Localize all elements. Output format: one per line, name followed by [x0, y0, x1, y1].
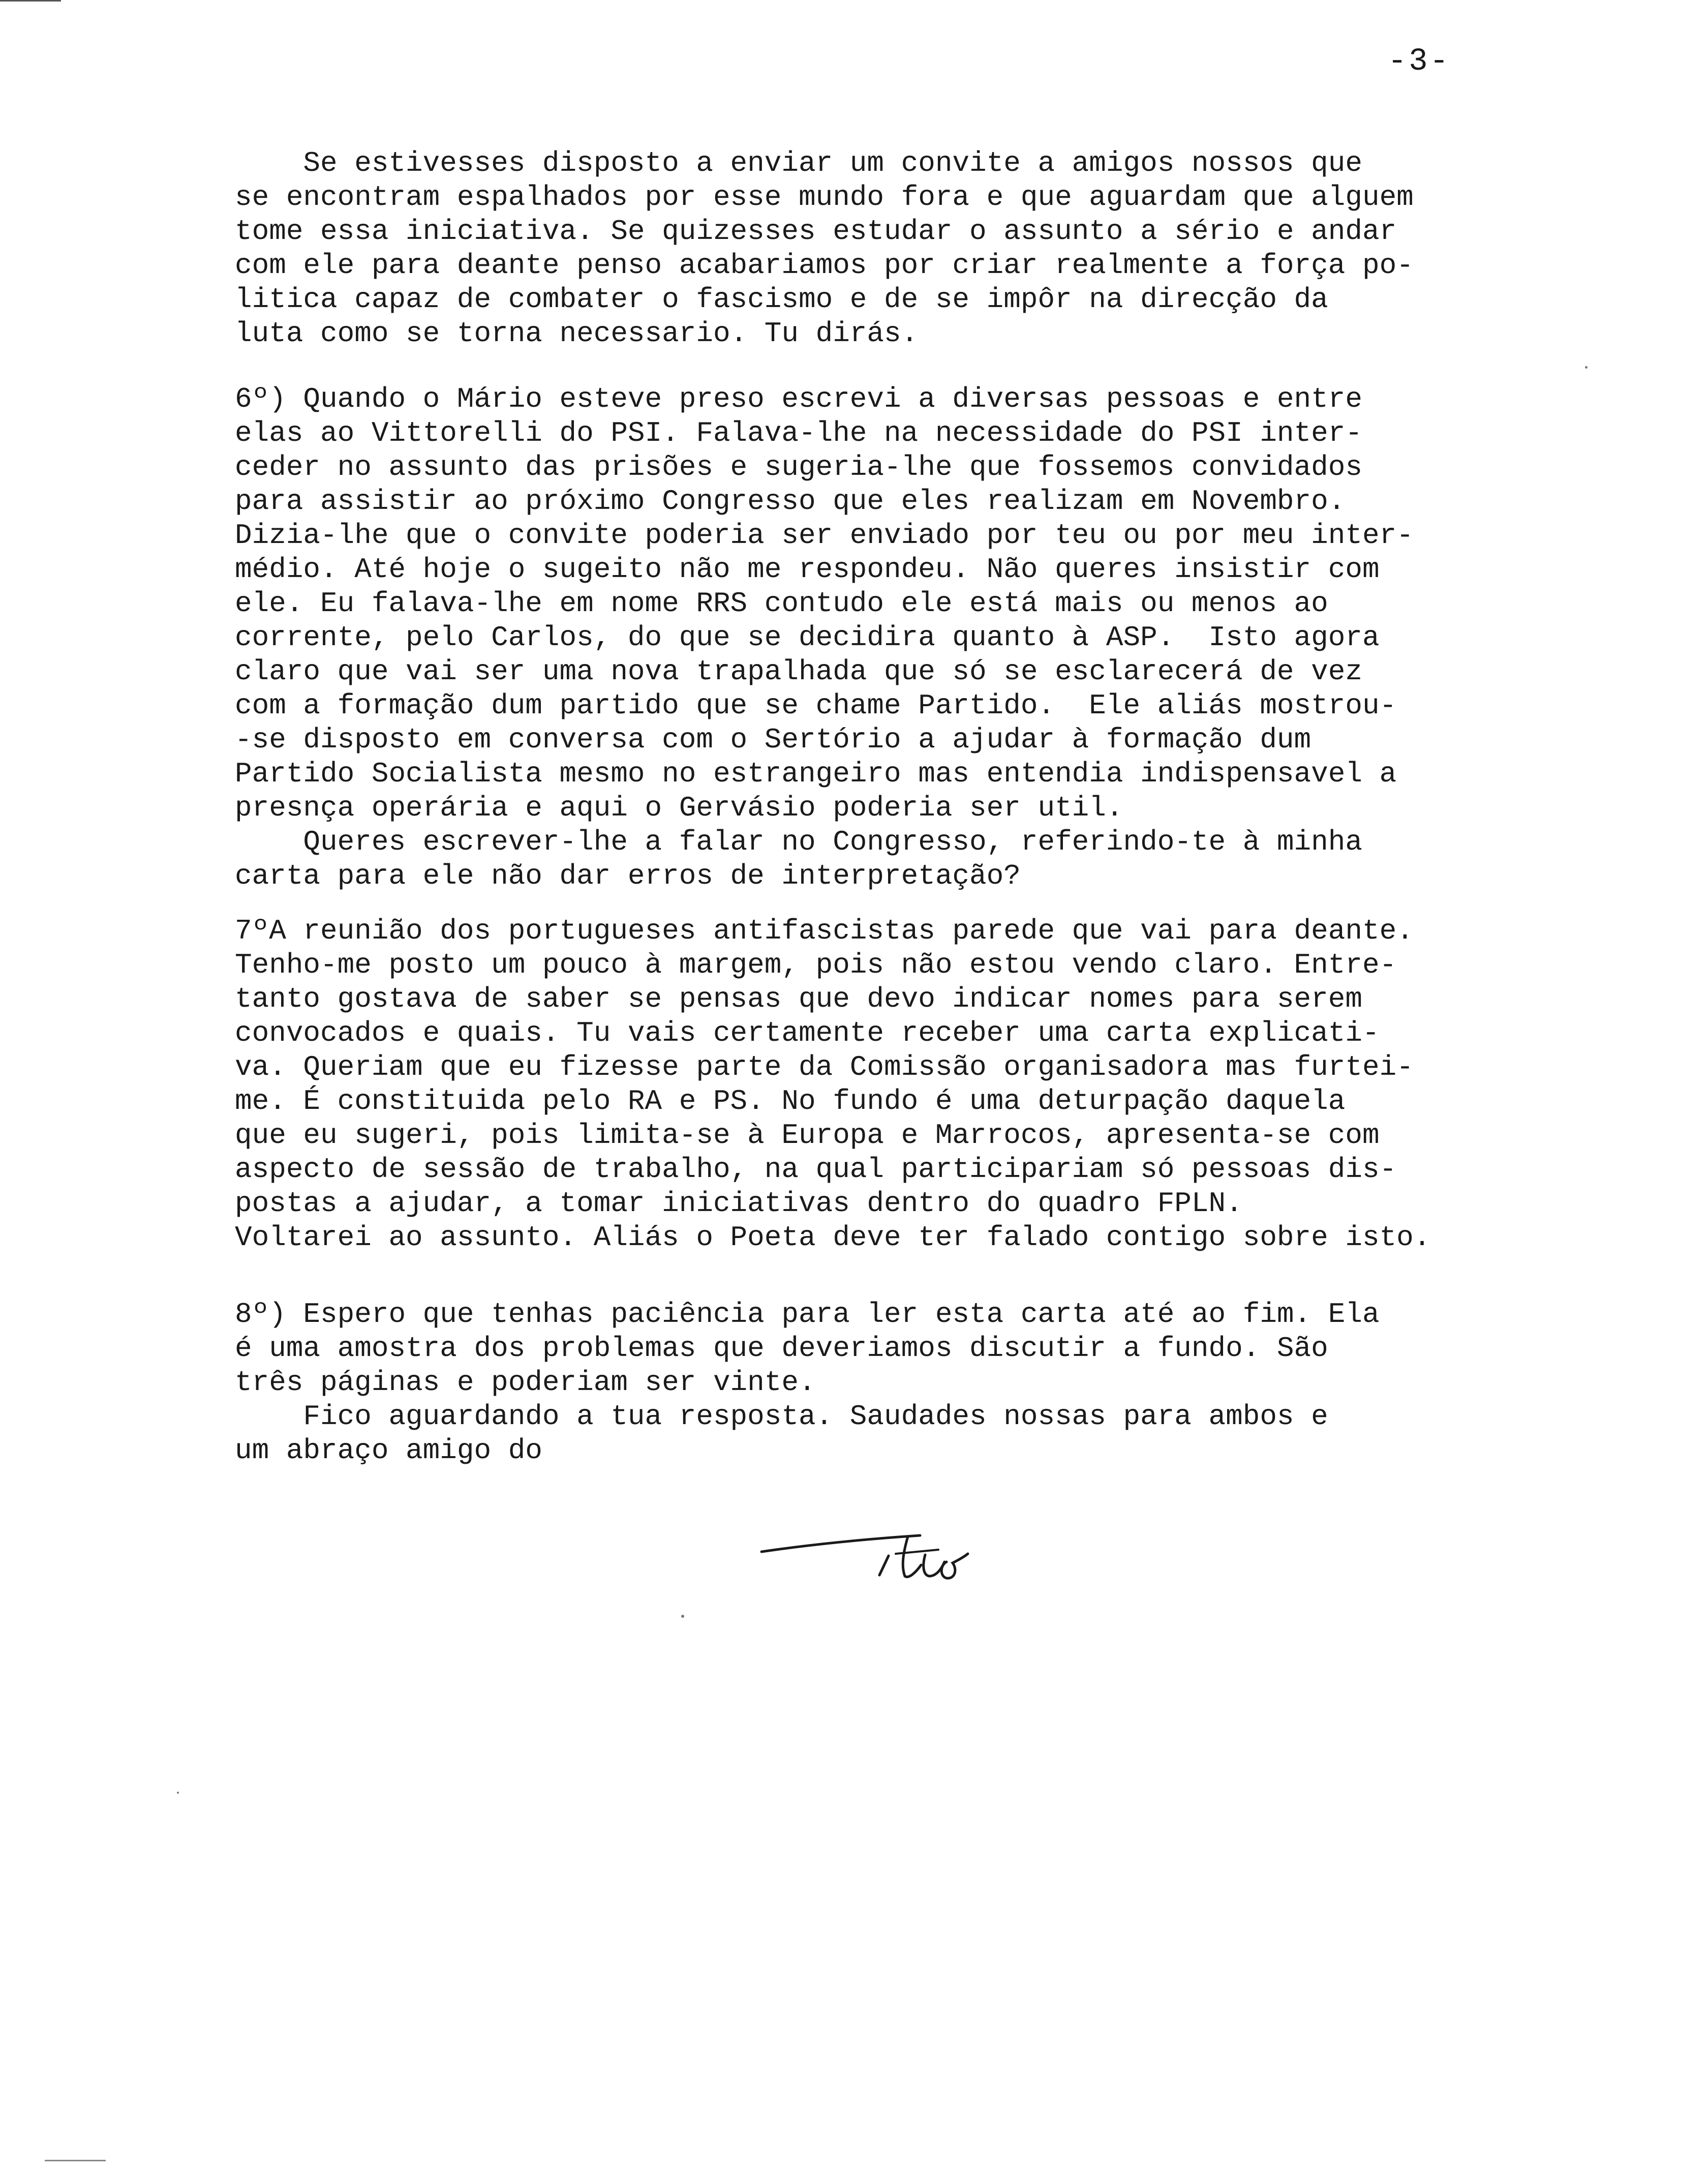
paragraph-invitation	[235, 146, 1633, 351]
text-line: aspecto de sessão de trabalho, na qual participariam só pessoas dis-	[235, 1153, 1397, 1186]
scan-edge-mark	[0, 0, 61, 2]
text-line: tome essa iniciativa. Se quizesses estudar o assunto a sério e andar	[235, 215, 1397, 248]
text-line: um abraço amigo do	[235, 1434, 542, 1467]
text-line: Se estivesses disposto a enviar um convite a amigos nossos que	[235, 147, 1362, 179]
text-line: ele. Eu falava-lhe em nome RRS contudo ele está mais ou menos ao	[235, 587, 1328, 620]
paragraph-item-7	[235, 914, 1633, 1255]
text-line: va. Queriam que eu fizesse parte da Comissão organisadora mas furtei-	[235, 1051, 1414, 1083]
text-line: Partido Socialista mesmo no estrangeiro mas entendia indispensavel a	[235, 758, 1397, 790]
text-line: 6º) Quando o Mário esteve preso escrevi a diversas pessoas e entre	[235, 383, 1362, 415]
text-line: me. É constituida pelo RA e PS. No fundo é uma deturpação daquela	[235, 1085, 1346, 1118]
scan-edge-mark	[45, 2160, 106, 2161]
handwritten-signature	[757, 1505, 1001, 1596]
paper-speck	[1585, 366, 1588, 369]
text-line: se encontram espalhados por esse mundo fora e que aguardam que alguem	[235, 181, 1414, 214]
paragraph-item-8-closing	[235, 1298, 1633, 1468]
text-line: que eu sugeri, pois limita-se à Europa e Marrocos, apresenta-se com	[235, 1119, 1380, 1152]
text-line: presnça operária e aqui o Gervásio poderia ser util.	[235, 792, 1123, 824]
text-line: postas a ajudar, a tomar iniciativas dentro do quadro FPLN.	[235, 1187, 1243, 1220]
text-line: corrente, pelo Carlos, do que se decidira quanto à ASP. Isto agora	[235, 621, 1380, 654]
text-line: carta para ele não dar erros de interpretação?	[235, 860, 1021, 892]
text-line: -se disposto em conversa com o Sertório a ajudar à formação dum	[235, 723, 1312, 756]
text-line: médio. Até hoje o sugeito não me respondeu. Não queres insistir com	[235, 553, 1380, 586]
text-line: três páginas e poderiam ser vinte.	[235, 1366, 816, 1399]
text-line: ceder no assunto das prisões e sugeria-lhe que fossemos convidados	[235, 451, 1362, 484]
text-line: convocados e quais. Tu vais certamente receber uma carta explicati-	[235, 1017, 1380, 1049]
text-line: tanto gostava de saber se pensas que devo indicar nomes para serem	[235, 983, 1362, 1015]
text-line: para assistir ao próximo Congresso que eles realizam em Novembro.	[235, 485, 1346, 518]
text-line: elas ao Vittorelli do PSI. Falava-lhe na necessidade do PSI inter-	[235, 417, 1362, 449]
text-line: litica capaz de combater o fascismo e de se impôr na direcção da	[235, 283, 1328, 316]
text-line: é uma amostra dos problemas que deveriamos discutir a fundo. São	[235, 1332, 1328, 1365]
text-line: Fico aguardando a tua resposta. Saudades nossas para ambos e	[235, 1400, 1328, 1433]
text-line: Dizia-lhe que o convite poderia ser enviado por teu ou por meu inter-	[235, 519, 1414, 552]
paper-speck	[177, 1792, 179, 1794]
text-line: Tenho-me posto um pouco à margem, pois não estou vendo claro. Entre-	[235, 949, 1397, 981]
text-line: luta como se torna necessario. Tu dirás.	[235, 317, 919, 350]
page-number: -3-	[1388, 43, 1451, 79]
text-line: 8º) Espero que tenhas paciência para ler esta carta até ao fim. Ela	[235, 1298, 1380, 1331]
text-line: Queres escrever-lhe a falar no Congresso, referindo-te à minha	[235, 826, 1362, 858]
text-line: Voltarei ao assunto. Aliás o Poeta deve ter falado contigo sobre isto.	[235, 1221, 1431, 1254]
text-line: com ele para deante penso acabariamos por criar realmente a força po-	[235, 249, 1414, 282]
text-line: claro que vai ser uma nova trapalhada que só se esclarecerá de vez	[235, 655, 1362, 688]
paper-speck	[681, 1615, 684, 1618]
paragraph-item-6	[235, 382, 1633, 893]
text-line: 7ºA reunião dos portugueses antifascistas parede que vai para deante.	[235, 915, 1414, 947]
text-line: com a formação dum partido que se chame Partido. Ele aliás mostrou-	[235, 689, 1397, 722]
